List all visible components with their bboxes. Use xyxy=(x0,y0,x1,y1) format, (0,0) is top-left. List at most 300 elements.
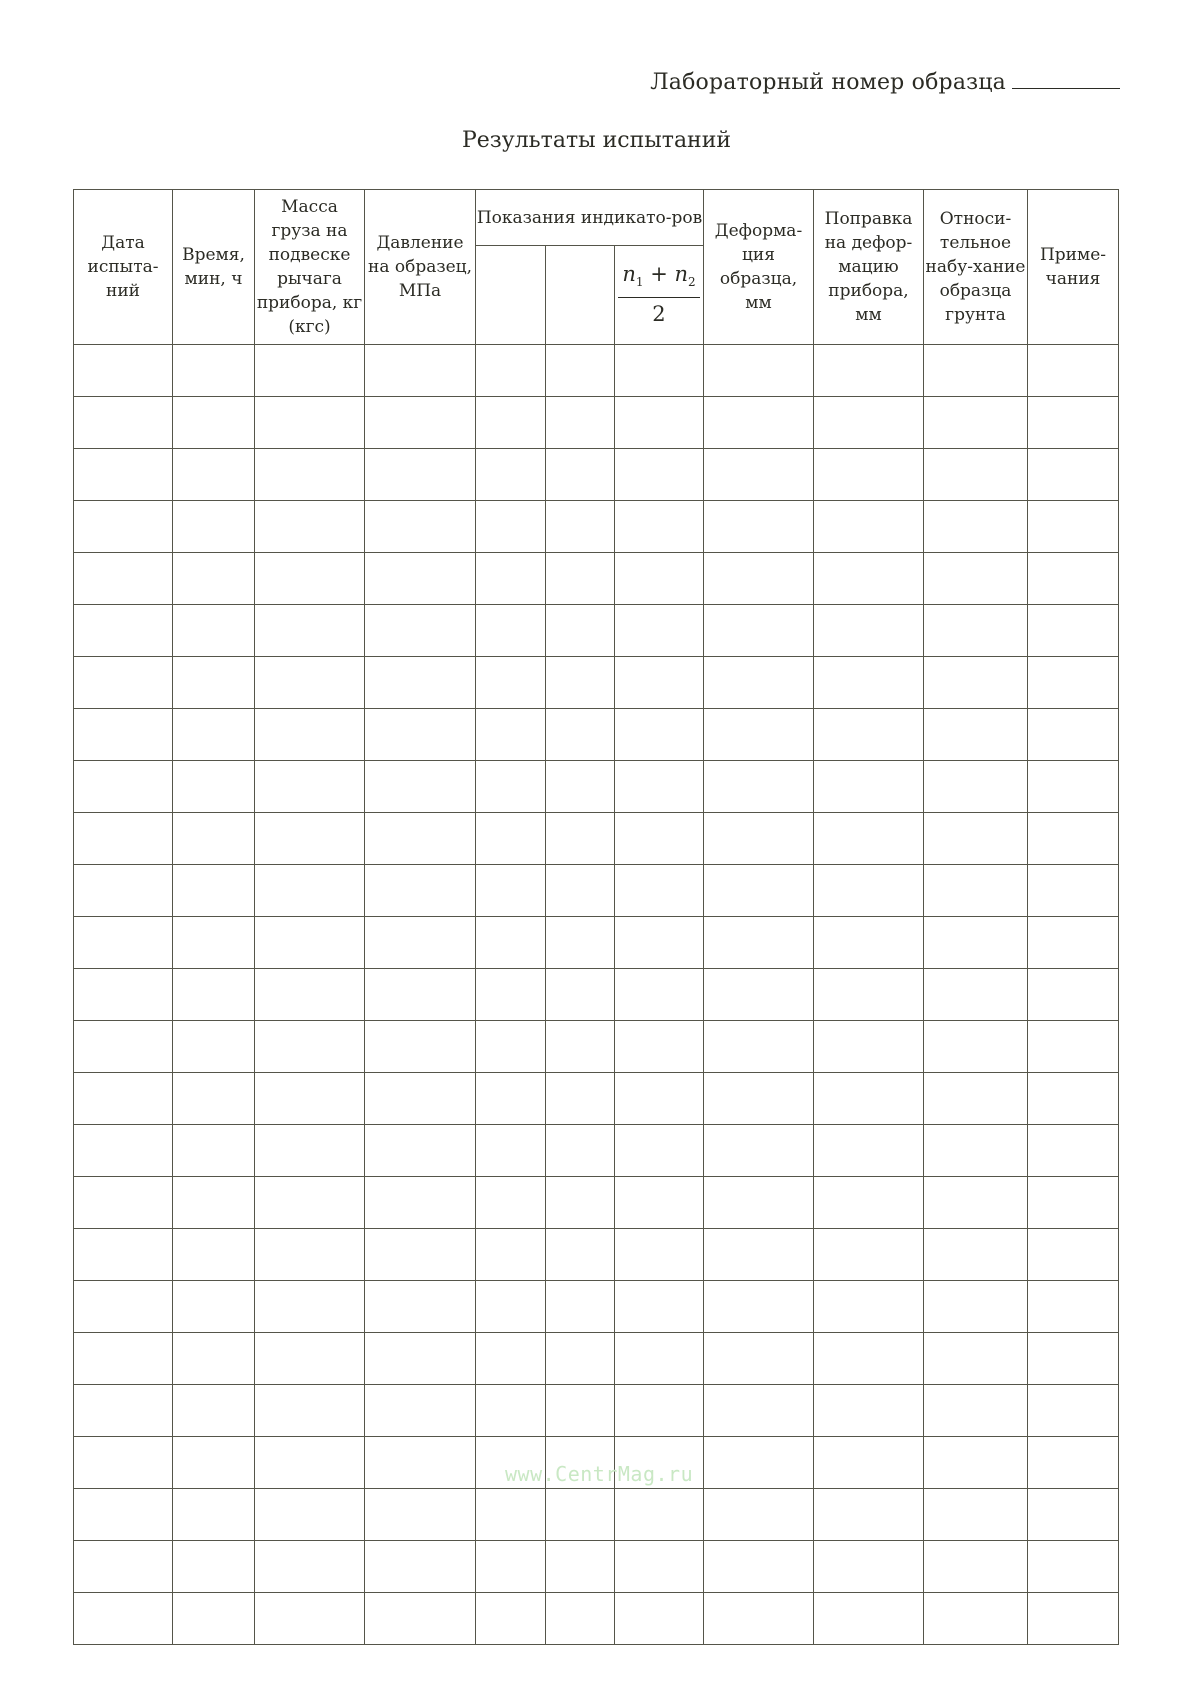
table-cell xyxy=(476,709,546,761)
table-cell xyxy=(173,969,255,1021)
mean-formula xyxy=(618,262,699,325)
table-cell xyxy=(924,1021,1028,1073)
table-cell xyxy=(615,865,704,917)
table-cell xyxy=(74,761,173,813)
table-cell xyxy=(704,501,814,553)
table-row xyxy=(74,1489,1119,1541)
table-cell xyxy=(924,449,1028,501)
table-cell xyxy=(546,397,615,449)
table-cell xyxy=(814,345,924,397)
table-cell xyxy=(615,1125,704,1177)
table-cell xyxy=(814,1229,924,1281)
table-cell xyxy=(173,1281,255,1333)
table-cell xyxy=(365,449,476,501)
table-cell xyxy=(173,1021,255,1073)
table-cell xyxy=(1028,449,1119,501)
table-cell xyxy=(546,1541,615,1593)
table-cell xyxy=(255,1333,365,1385)
table-cell xyxy=(365,813,476,865)
table-cell xyxy=(704,605,814,657)
table-cell xyxy=(704,1073,814,1125)
table-cell xyxy=(615,501,704,553)
table-cell xyxy=(1028,761,1119,813)
table-cell xyxy=(255,1021,365,1073)
table-cell xyxy=(924,605,1028,657)
table-cell xyxy=(924,1541,1028,1593)
table-cell xyxy=(74,1333,173,1385)
table-cell xyxy=(704,1489,814,1541)
table-cell xyxy=(173,917,255,969)
table-cell xyxy=(74,1177,173,1229)
table-cell xyxy=(365,1021,476,1073)
table-cell xyxy=(173,345,255,397)
table-cell xyxy=(173,553,255,605)
table-cell xyxy=(1028,917,1119,969)
table-cell xyxy=(1028,397,1119,449)
table-row xyxy=(74,969,1119,1021)
table-cell xyxy=(1028,969,1119,1021)
table-cell xyxy=(704,709,814,761)
table-cell xyxy=(476,1177,546,1229)
table-cell xyxy=(365,553,476,605)
table-cell xyxy=(173,1333,255,1385)
table-cell xyxy=(74,345,173,397)
table-cell xyxy=(1028,1229,1119,1281)
table-cell xyxy=(1028,1489,1119,1541)
table-cell xyxy=(476,605,546,657)
table-cell xyxy=(924,553,1028,605)
table-cell xyxy=(173,1541,255,1593)
col-header-indicators-mean xyxy=(615,246,704,345)
table-cell xyxy=(74,1541,173,1593)
table-cell xyxy=(74,1073,173,1125)
table-cell xyxy=(476,1281,546,1333)
table-cell xyxy=(173,397,255,449)
table-cell xyxy=(1028,1541,1119,1593)
lab-number-blank-field xyxy=(1012,70,1120,89)
table-cell xyxy=(704,449,814,501)
table-row xyxy=(74,553,1119,605)
table-row xyxy=(74,813,1119,865)
table-cell xyxy=(1028,657,1119,709)
table-cell xyxy=(173,1229,255,1281)
table-row xyxy=(74,501,1119,553)
table-cell xyxy=(173,709,255,761)
table-cell xyxy=(615,1333,704,1385)
table-cell xyxy=(924,1177,1028,1229)
table-cell xyxy=(546,449,615,501)
table-cell xyxy=(1028,1593,1119,1645)
formula-numerator: $n_1 + n_2$ xyxy=(618,262,699,297)
table-cell xyxy=(365,501,476,553)
table-cell xyxy=(365,1281,476,1333)
table-cell xyxy=(814,1333,924,1385)
table-row xyxy=(74,1541,1119,1593)
table-cell xyxy=(173,1593,255,1645)
table-cell xyxy=(173,761,255,813)
table-row xyxy=(74,1177,1119,1229)
table-cell xyxy=(814,1177,924,1229)
table-cell xyxy=(1028,1333,1119,1385)
table-cell xyxy=(365,605,476,657)
table-cell xyxy=(74,449,173,501)
table-cell xyxy=(615,1593,704,1645)
table-cell xyxy=(255,1489,365,1541)
table-cell xyxy=(255,449,365,501)
table-cell xyxy=(814,865,924,917)
table-cell xyxy=(704,657,814,709)
table-cell xyxy=(173,1489,255,1541)
table-cell xyxy=(74,605,173,657)
table-cell xyxy=(814,1125,924,1177)
table-cell xyxy=(615,1021,704,1073)
table-cell xyxy=(814,1073,924,1125)
table-cell xyxy=(546,1333,615,1385)
table-cell xyxy=(74,813,173,865)
table-cell xyxy=(814,553,924,605)
table-cell xyxy=(365,345,476,397)
table-cell xyxy=(1028,605,1119,657)
table-cell xyxy=(546,709,615,761)
table-cell xyxy=(255,1541,365,1593)
table-cell xyxy=(546,1281,615,1333)
table-cell xyxy=(546,813,615,865)
table-cell xyxy=(255,1281,365,1333)
table-cell xyxy=(546,657,615,709)
table-cell xyxy=(476,1541,546,1593)
table-cell xyxy=(255,1177,365,1229)
table-cell xyxy=(365,1541,476,1593)
table-cell xyxy=(924,501,1028,553)
table-cell xyxy=(704,865,814,917)
table-cell xyxy=(924,345,1028,397)
table-cell xyxy=(1028,1437,1119,1489)
table-cell xyxy=(814,1489,924,1541)
table-cell xyxy=(173,813,255,865)
col-header-notes: Приме-чания xyxy=(1028,190,1119,345)
table-cell xyxy=(476,969,546,1021)
col-header-deformation: Деформа-ция образца, мм xyxy=(704,190,814,345)
table-cell xyxy=(365,397,476,449)
col-header-indicator-2 xyxy=(546,246,615,345)
table-cell xyxy=(1028,345,1119,397)
results-table xyxy=(73,189,1119,1645)
table-row xyxy=(74,1333,1119,1385)
table-cell xyxy=(814,709,924,761)
table-cell xyxy=(924,1229,1028,1281)
table-cell xyxy=(1028,1385,1119,1437)
table-cell xyxy=(615,1073,704,1125)
table-cell xyxy=(924,969,1028,1021)
table-cell xyxy=(1028,865,1119,917)
table-cell xyxy=(924,657,1028,709)
table-cell xyxy=(546,553,615,605)
table-cell xyxy=(255,657,365,709)
table-cell xyxy=(365,1385,476,1437)
table-cell xyxy=(615,813,704,865)
table-cell xyxy=(255,1229,365,1281)
table-cell xyxy=(173,1125,255,1177)
document-title: Результаты испытаний xyxy=(461,128,732,153)
table-cell xyxy=(814,1437,924,1489)
table-cell xyxy=(476,1489,546,1541)
table-cell xyxy=(365,1177,476,1229)
table-cell xyxy=(365,1125,476,1177)
table-cell xyxy=(365,1229,476,1281)
table-cell xyxy=(1028,813,1119,865)
table-cell xyxy=(704,1541,814,1593)
table-cell xyxy=(476,1073,546,1125)
table-cell xyxy=(365,657,476,709)
table-cell xyxy=(546,969,615,1021)
watermark: www.CentrMag.ru xyxy=(505,1462,694,1486)
table-cell xyxy=(173,501,255,553)
table-cell xyxy=(924,1385,1028,1437)
table-cell xyxy=(255,1385,365,1437)
table-cell xyxy=(365,709,476,761)
table-body xyxy=(74,345,1119,1645)
table-cell xyxy=(173,605,255,657)
table-row xyxy=(74,1385,1119,1437)
table-cell xyxy=(814,1593,924,1645)
table-cell xyxy=(546,1385,615,1437)
table-cell xyxy=(704,917,814,969)
table-cell xyxy=(74,1437,173,1489)
table-cell xyxy=(814,1385,924,1437)
table-cell xyxy=(924,1281,1028,1333)
table-cell xyxy=(615,761,704,813)
table-cell xyxy=(615,917,704,969)
table-cell xyxy=(704,1593,814,1645)
table-row xyxy=(74,865,1119,917)
table-cell xyxy=(365,1489,476,1541)
table-cell xyxy=(74,1489,173,1541)
table-cell xyxy=(1028,1177,1119,1229)
table-cell xyxy=(704,761,814,813)
table-cell xyxy=(546,917,615,969)
table-cell xyxy=(1028,709,1119,761)
table-cell xyxy=(476,397,546,449)
table-cell xyxy=(74,1125,173,1177)
table-row xyxy=(74,1021,1119,1073)
table-cell xyxy=(924,1333,1028,1385)
table-cell xyxy=(615,657,704,709)
table-cell xyxy=(74,1385,173,1437)
table-row xyxy=(74,1125,1119,1177)
table-cell xyxy=(814,969,924,1021)
table-cell xyxy=(814,605,924,657)
table-cell xyxy=(476,1125,546,1177)
table-cell xyxy=(546,1073,615,1125)
table-cell xyxy=(365,969,476,1021)
table-cell xyxy=(704,1125,814,1177)
table-cell xyxy=(615,709,704,761)
col-header-swelling: Относи-тельное набу-хание образца грунта xyxy=(924,190,1028,345)
table-cell xyxy=(365,1333,476,1385)
table-cell xyxy=(546,761,615,813)
table-cell xyxy=(704,969,814,1021)
table-cell xyxy=(704,397,814,449)
table-cell xyxy=(615,1385,704,1437)
table-cell xyxy=(255,917,365,969)
table-cell xyxy=(546,345,615,397)
table-row xyxy=(74,1281,1119,1333)
table-cell xyxy=(1028,553,1119,605)
table-cell xyxy=(814,1281,924,1333)
table-cell xyxy=(1028,1021,1119,1073)
table-cell xyxy=(255,397,365,449)
table-cell xyxy=(546,501,615,553)
table-cell xyxy=(476,1021,546,1073)
col-header-pressure: Давление на образец, МПа xyxy=(365,190,476,345)
table-row xyxy=(74,917,1119,969)
table-cell xyxy=(74,501,173,553)
table-cell xyxy=(365,1073,476,1125)
table-row xyxy=(74,1229,1119,1281)
table-cell xyxy=(615,397,704,449)
table-row xyxy=(74,761,1119,813)
table-cell xyxy=(74,865,173,917)
table-cell xyxy=(476,1593,546,1645)
table-cell xyxy=(74,657,173,709)
table-cell xyxy=(476,657,546,709)
table-cell xyxy=(255,605,365,657)
table-cell xyxy=(74,1281,173,1333)
table-cell xyxy=(546,605,615,657)
table-cell xyxy=(814,813,924,865)
table-cell xyxy=(924,1593,1028,1645)
table-cell xyxy=(476,1333,546,1385)
table-cell xyxy=(476,1229,546,1281)
table-cell xyxy=(704,1229,814,1281)
table-cell xyxy=(615,969,704,1021)
table-cell xyxy=(546,1021,615,1073)
col-header-time: Время, мин, ч xyxy=(173,190,255,345)
table-cell xyxy=(1028,1125,1119,1177)
table-cell xyxy=(814,917,924,969)
table-cell xyxy=(476,345,546,397)
table-cell xyxy=(924,1437,1028,1489)
table-cell xyxy=(704,1021,814,1073)
table-cell xyxy=(476,501,546,553)
table-cell xyxy=(814,1021,924,1073)
table-cell xyxy=(365,917,476,969)
table-cell xyxy=(255,709,365,761)
table-cell xyxy=(1028,501,1119,553)
table-cell xyxy=(814,761,924,813)
table-cell xyxy=(924,761,1028,813)
col-header-indicator-1 xyxy=(476,246,546,345)
table-cell xyxy=(255,1125,365,1177)
table-cell xyxy=(615,553,704,605)
table-cell xyxy=(74,969,173,1021)
table-cell xyxy=(255,813,365,865)
col-header-mass: Масса груза на подвеске рычага прибора, кг (кгс) xyxy=(255,190,365,345)
table-cell xyxy=(365,865,476,917)
table-cell xyxy=(704,1437,814,1489)
table-cell xyxy=(814,657,924,709)
table-cell xyxy=(546,1229,615,1281)
table-cell xyxy=(615,1489,704,1541)
lab-number-line xyxy=(650,70,1120,95)
table-row xyxy=(74,449,1119,501)
table-cell xyxy=(74,1021,173,1073)
table-cell xyxy=(476,1385,546,1437)
table-cell xyxy=(615,605,704,657)
table-cell xyxy=(924,917,1028,969)
table-cell xyxy=(546,865,615,917)
table-cell xyxy=(546,1125,615,1177)
table-cell xyxy=(1028,1073,1119,1125)
table-cell xyxy=(615,449,704,501)
table-cell xyxy=(546,1177,615,1229)
table-cell xyxy=(615,345,704,397)
table-row xyxy=(74,657,1119,709)
table-row xyxy=(74,709,1119,761)
table-cell xyxy=(704,1281,814,1333)
table-cell xyxy=(704,553,814,605)
table-cell xyxy=(476,449,546,501)
table-cell xyxy=(173,865,255,917)
table-cell xyxy=(255,1437,365,1489)
table-row xyxy=(74,1593,1119,1645)
table-cell xyxy=(74,1593,173,1645)
table-cell xyxy=(924,1489,1028,1541)
table-cell xyxy=(74,397,173,449)
table-cell xyxy=(924,813,1028,865)
table-cell xyxy=(74,709,173,761)
table-cell xyxy=(924,1073,1028,1125)
table-cell xyxy=(704,813,814,865)
formula-denominator: 2 xyxy=(652,301,666,326)
table-cell xyxy=(476,553,546,605)
table-cell xyxy=(615,1229,704,1281)
table-cell xyxy=(814,449,924,501)
table-cell xyxy=(615,1177,704,1229)
table-cell xyxy=(924,709,1028,761)
table-cell xyxy=(255,553,365,605)
table-row xyxy=(74,345,1119,397)
table-cell xyxy=(365,761,476,813)
table-cell xyxy=(173,1385,255,1437)
table-cell xyxy=(476,813,546,865)
table-cell xyxy=(173,449,255,501)
table-cell xyxy=(814,397,924,449)
table-cell xyxy=(173,1177,255,1229)
table-cell xyxy=(74,553,173,605)
table-cell xyxy=(814,1541,924,1593)
col-header-date: Дата испыта-ний xyxy=(74,190,173,345)
table-cell xyxy=(615,1281,704,1333)
table-cell xyxy=(924,397,1028,449)
table-cell xyxy=(365,1437,476,1489)
lab-number-label: Лабораторный номер образца xyxy=(650,70,1006,95)
table-row xyxy=(74,1073,1119,1125)
col-header-indicators: Показания индикато-ров xyxy=(476,190,704,246)
table-cell xyxy=(476,917,546,969)
table-cell xyxy=(476,865,546,917)
table-cell xyxy=(173,1073,255,1125)
table-cell xyxy=(476,761,546,813)
table-cell xyxy=(255,969,365,1021)
col-header-correction: Поправка на дефор-мацию прибора, мм xyxy=(814,190,924,345)
table-cell xyxy=(365,1593,476,1645)
table-cell xyxy=(255,761,365,813)
table-cell xyxy=(704,1177,814,1229)
table-row xyxy=(74,397,1119,449)
table-cell xyxy=(615,1541,704,1593)
table-cell xyxy=(173,657,255,709)
